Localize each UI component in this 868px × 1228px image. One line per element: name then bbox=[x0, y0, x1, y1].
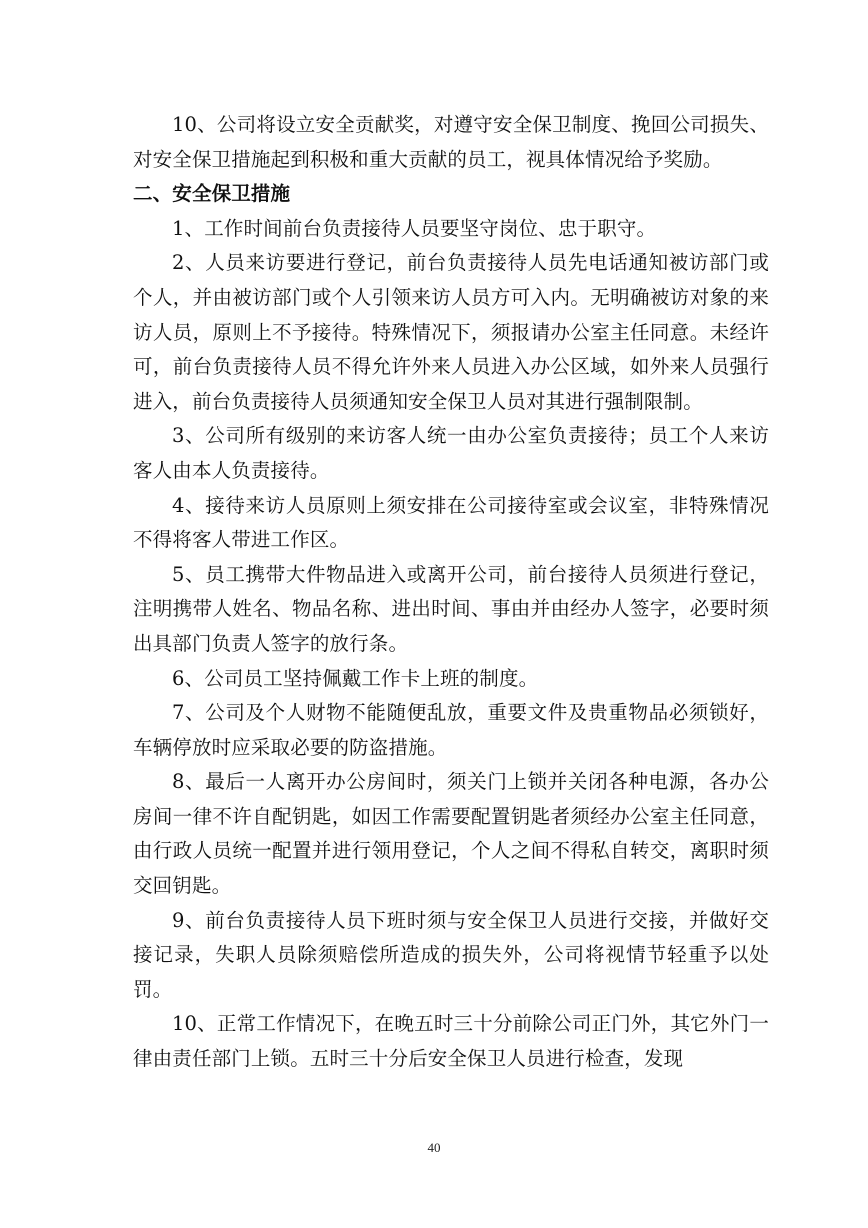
paragraph-clause-2: 2、人员来访要进行登记，前台负责接待人员先电话通知被访部门或个人，并由被访部门或个人引领来访人员方可入内。无明确被访对象的来访人员，原则上不予接待。特殊情况下，须报请办公室主任同意。未经许可，前台负责接待人员不得允许外来人员进入办公区域，如外来人员强行进入，前台负责接待人员须通知安全保卫人员对其进行强制限制。 bbox=[133, 251, 769, 413]
paragraph-clause-6: 6、公司员工坚持佩戴工作卡上班的制度。 bbox=[172, 666, 539, 690]
document-body bbox=[133, 108, 769, 1077]
paragraph-clause-8: 8、最后一人离开办公房间时，须关门上锁并关闭各种电源，各办公房间一律不许自配钥匙，如因工作需要配置钥匙者须经办公室主任同意，由行政人员统一配置并进行领用登记，个人之间不得私自转交，离职时须交回钥匙。 bbox=[133, 770, 769, 898]
paragraph-clause-10-doors: 10、正常工作情况下，在晚五时三十分前除公司正门外，其它外门一律由责任部门上锁。五时三十分后安全保卫人员进行检查，发现 bbox=[133, 1012, 769, 1071]
paragraph-clause-9: 9、前台负责接待人员下班时须与安全保卫人员进行交接，并做好交接记录，失职人员除须赔偿所造成的损失外，公司将视情节轻重予以处罚。 bbox=[133, 908, 769, 1001]
paragraph-clause-5: 5、员工携带大件物品进入或离开公司，前台接待人员须进行登记，注明携带人姓名、物品名称、进出时间、事由并由经办人签字，必要时须出具部门负责人签字的放行条。 bbox=[133, 562, 769, 655]
paragraph-clause-3: 3、公司所有级别的来访客人统一由办公室负责接待；员工个人来访客人由本人负责接待。 bbox=[133, 424, 769, 482]
section-heading: 二、安全保卫措施 bbox=[133, 182, 291, 206]
paragraph-clause-1: 1、工作时间前台负责接待人员要坚守岗位、忠于职守。 bbox=[172, 216, 657, 240]
paragraph-clause-4: 4、接待来访人员原则上须安排在公司接待室或会议室，非特殊情况不得将客人带进工作区。 bbox=[133, 493, 769, 552]
paragraph-clause-7: 7、公司及个人财物不能随便乱放，重要文件及贵重物品必须锁好，车辆停放时应采取必要的防盗措施。 bbox=[133, 701, 769, 759]
paragraph-clause-10-award: 10、公司将设立安全贡献奖，对遵守安全保卫制度、挽回公司损失、对安全保卫措施起到积极和重大贡献的员工，视具体情况给予奖励。 bbox=[133, 113, 769, 171]
page-number: 40 bbox=[427, 1140, 441, 1155]
